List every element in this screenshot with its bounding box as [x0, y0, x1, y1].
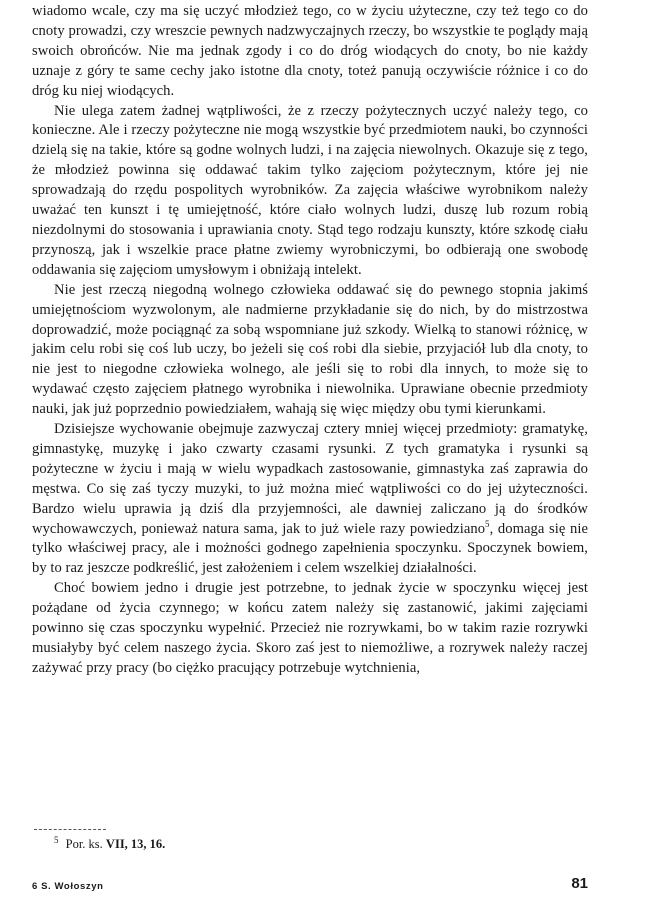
footnote [54, 836, 165, 852]
paragraph-4-text-b: , domaga się nie tylko właściwej pracy, ale i możności godnego zapełnienia spoczynku. Spoczynek bowiem, by to raz jeszcze podkreślić, jest założeniem i celem wszelkiej działalności. [32, 520, 588, 577]
main-text [32, 2, 588, 679]
paragraph-5: Choć bowiem jedno i drugie jest potrzebne, to jednak życie w spoczynku więcej jest pożądane od życia czynnego; w końcu zatem należy się zastanowić, jakimi zajęciami powinno się czas spoczynku wypełnić. Przecież nie rozrywkami, bo w takim razie rozrywki musiałyby być celem naszego życia. Skoro zaś jest to niemożliwe, a rozrywek należy raczej zażywać przy pracy (bo ciężko pracujący potrzebuje wytchnienia, [32, 580, 588, 676]
paragraph-3: Nie jest rzeczą niegodną wolnego człowieka oddawać się do pewnego stopnia jakimś umiejętnościom wyzwolonym, ale nadmierne przykładanie się do nich, by do mistrzostwa doprowadzić, może pociągnąć za sobą wspomniane już szkody. Wielką to stanowi różnicę, w jakim celu robi się coś lub uczy, bo jeżeli się coś robi dla siebie, przyjaciół lub dla cnoty, to nie jest to niegodne człowieka wolnego, ale jeśli się to robi dla innych, to może się to wydawać często zajęciem płatnego wyrobnika i niewolnika. Uprawiane obecnie przedmioty nauki, jak już poprzednio powiedziałem, wahają się więc między obu tymi kierunkami. [32, 281, 588, 418]
paragraph-4 [32, 420, 588, 579]
printer-signature: 6 S. Wołoszyn [32, 881, 104, 892]
paragraph-2: Nie ulega zatem żadnej wątpliwości, że z rzeczy pożytecznych uczyć należy tego, co konieczne. Ale i rzeczy pożyteczne nie mogą wszystkie być przedmiotem nauki, bo czynności dzielą się na takie, które są godne wolnych ludzi, i na zajęcia niewolnych. Okazuje się z tego, że młodzież powinna się oddawać takim tylko zajęciom pożytecznym, które jej nie sprowadzają do rzędu pospolitych wyrobników. Za zajęcia właściwe wyrobnikom należy uważać ten kunszt i tę umiejętność, które ciało wolnych ludzi, duszę lub rozum robią niezdolnymi do stosowania i uprawiania cnoty. Stąd tego rodzaju kunszty, które szkodę ciału przynoszą, jak i wszelkie prace płatne zwiemy wyrobniczymi, bo odbierają one swobodę oddawania się zajęciom umysłowym i obniżają intelekt. [32, 102, 588, 278]
paragraph-1: wiadomo wcale, czy ma się uczyć młodzież tego, co w życiu użyteczne, czy też tego co do cnoty prowadzi, czy wreszcie pewnych nadzwyczajnych rzeczy, bo wszystkie te poglądy mają swoich obrońców. Nie ma jednak zgody i co do dróg wiodących do cnoty, bo nie każdy uznaje z góry te same cechy jako istotne dla cnoty, toteż panują oczywiście różnice i co do dróg ku niej wiodących. [32, 3, 588, 99]
page-number: 81 [571, 875, 588, 892]
paragraph-4-text-a: Dzisiejsze wychowanie obejmuje zazwyczaj cztery mniej więcej przedmioty: gramatykę, gimnastykę, muzykę i jako czwarty czasami rysunki. Z tych gramatyka i rysunki są pożyteczne w życiu i mają w wielu wypadkach zastosowanie, gimnastyka zaś zaprawia do męstwa. Co się zaś tyczy muzyki, to już można mieć wątpliwości co do jej użyteczności. Bardzo wielu uprawia ją dziś dla przyjemności, ale dawniej zaliczano ją do środków wychowawczych, ponieważ natura sama, jak to już wiele razy powiedziano [32, 421, 588, 537]
footnote-prefix: Por. ks. [65, 837, 103, 851]
footnote-mark: 5 [54, 834, 59, 845]
footnote-reference-5[interactable]: 5 [485, 518, 490, 529]
footnote-citation: VII, 13, 16. [105, 837, 166, 851]
footnote-separator [34, 829, 106, 830]
